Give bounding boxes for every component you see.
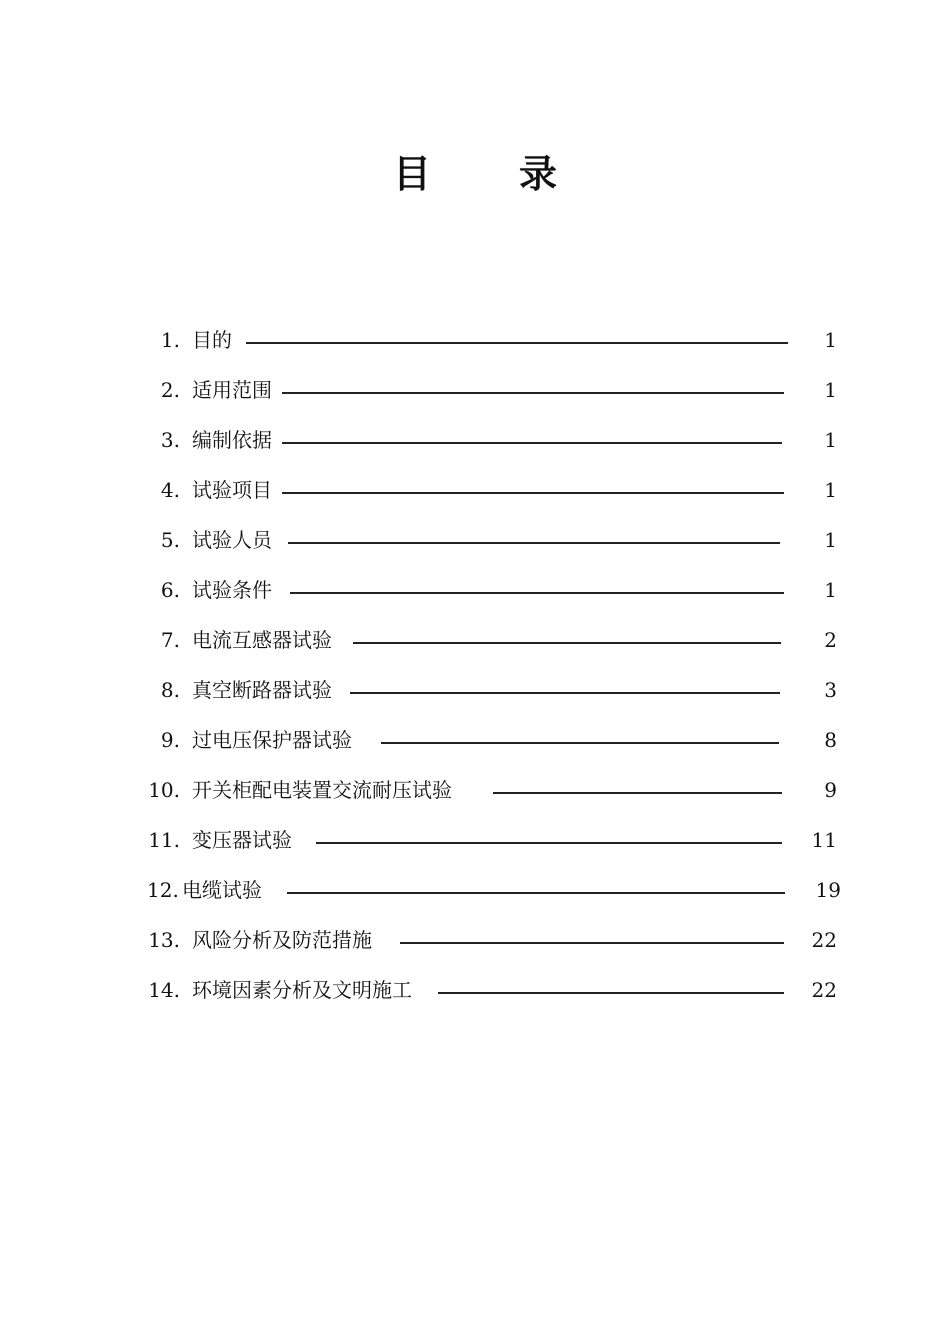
toc-entry-page: 1 bbox=[824, 578, 837, 602]
toc-entry-page: 1 bbox=[824, 478, 837, 502]
toc-entry-page: 9 bbox=[824, 778, 837, 802]
toc-entry-title: 变压器试验 bbox=[192, 828, 292, 852]
toc-entry-page: 22 bbox=[811, 978, 837, 1002]
toc-entry-11[interactable] bbox=[0, 815, 950, 865]
toc-entry-number: 4. bbox=[160, 478, 180, 502]
toc-leader-line bbox=[282, 492, 784, 494]
toc-leader-line bbox=[287, 892, 785, 894]
toc-entry-2[interactable] bbox=[0, 365, 950, 415]
toc-entry-4[interactable] bbox=[0, 465, 950, 515]
toc-entry-title: 编制依据 bbox=[192, 428, 272, 452]
toc-entry-title: 开关柜配电装置交流耐压试验 bbox=[192, 778, 452, 802]
toc-leader-line bbox=[493, 792, 782, 794]
toc-leader-line bbox=[400, 942, 784, 944]
toc-entry-page: 1 bbox=[824, 378, 837, 402]
toc-leader-line bbox=[353, 642, 781, 644]
toc-entry-7[interactable] bbox=[0, 615, 950, 665]
toc-leader-line bbox=[381, 742, 779, 744]
toc-entry-title: 适用范围 bbox=[192, 378, 272, 402]
toc-entry-number: 8. bbox=[160, 678, 180, 702]
toc-entry-5[interactable] bbox=[0, 515, 950, 565]
toc-entry-number: 7. bbox=[160, 628, 180, 652]
toc-entry-1[interactable] bbox=[0, 315, 950, 365]
toc-entry-number: 9. bbox=[160, 728, 180, 752]
toc-entry-title: 试验人员 bbox=[192, 528, 272, 552]
toc-entry-9[interactable] bbox=[0, 715, 950, 765]
toc-entry-number: 3. bbox=[160, 428, 180, 452]
toc-leader-line bbox=[438, 992, 784, 994]
toc-entry-3[interactable] bbox=[0, 415, 950, 465]
toc-entry-number: 2. bbox=[160, 378, 180, 402]
toc-entry-page: 1 bbox=[824, 428, 837, 452]
toc-entry-page: 11 bbox=[811, 828, 837, 852]
toc-entry-10[interactable] bbox=[0, 765, 950, 815]
toc-entry-title: 电缆试验 bbox=[182, 878, 262, 902]
toc-leader-line bbox=[282, 392, 784, 394]
toc-entry-title: 过电压保护器试验 bbox=[192, 728, 352, 752]
toc-leader-line bbox=[246, 342, 788, 344]
toc-entry-title: 风险分析及防范措施 bbox=[192, 928, 372, 952]
toc-entry-number: 6. bbox=[160, 578, 180, 602]
toc-leader-line bbox=[290, 592, 784, 594]
toc-entry-title: 电流互感器试验 bbox=[192, 628, 332, 652]
toc-entry-title: 环境因素分析及文明施工 bbox=[192, 978, 412, 1002]
toc-entry-page: 19 bbox=[815, 878, 841, 902]
toc-entry-13[interactable] bbox=[0, 915, 950, 965]
toc-entry-number: 13. bbox=[148, 928, 180, 952]
toc-entry-number: 11. bbox=[148, 828, 180, 852]
toc-entry-12[interactable] bbox=[0, 865, 950, 915]
toc-entry-8[interactable] bbox=[0, 665, 950, 715]
toc-entry-page: 1 bbox=[824, 328, 837, 352]
toc-entry-page: 22 bbox=[811, 928, 837, 952]
toc-entry-page: 8 bbox=[824, 728, 837, 752]
toc-entry-number: 1. bbox=[160, 328, 180, 352]
toc-leader-line bbox=[282, 442, 782, 444]
toc-entry-title: 真空断路器试验 bbox=[192, 678, 332, 702]
toc-entry-page: 1 bbox=[824, 528, 837, 552]
toc-entry-title: 试验项目 bbox=[192, 478, 272, 502]
toc-entry-14[interactable] bbox=[0, 965, 950, 1015]
page-title: 目录 bbox=[392, 152, 645, 196]
toc-entry-page: 3 bbox=[824, 678, 837, 702]
toc-entry-number: 5. bbox=[160, 528, 180, 552]
toc-leader-line bbox=[316, 842, 782, 844]
toc-entry-number: 14. bbox=[148, 978, 180, 1002]
toc-leader-line bbox=[288, 542, 780, 544]
toc-entry-number: 12. bbox=[147, 878, 179, 902]
toc-entry-page: 2 bbox=[824, 628, 837, 652]
toc-entry-title: 试验条件 bbox=[192, 578, 272, 602]
toc-entry-title: 目的 bbox=[192, 328, 232, 352]
toc-entry-number: 10. bbox=[148, 778, 180, 802]
toc-leader-line bbox=[350, 692, 780, 694]
toc-entry-6[interactable] bbox=[0, 565, 950, 615]
